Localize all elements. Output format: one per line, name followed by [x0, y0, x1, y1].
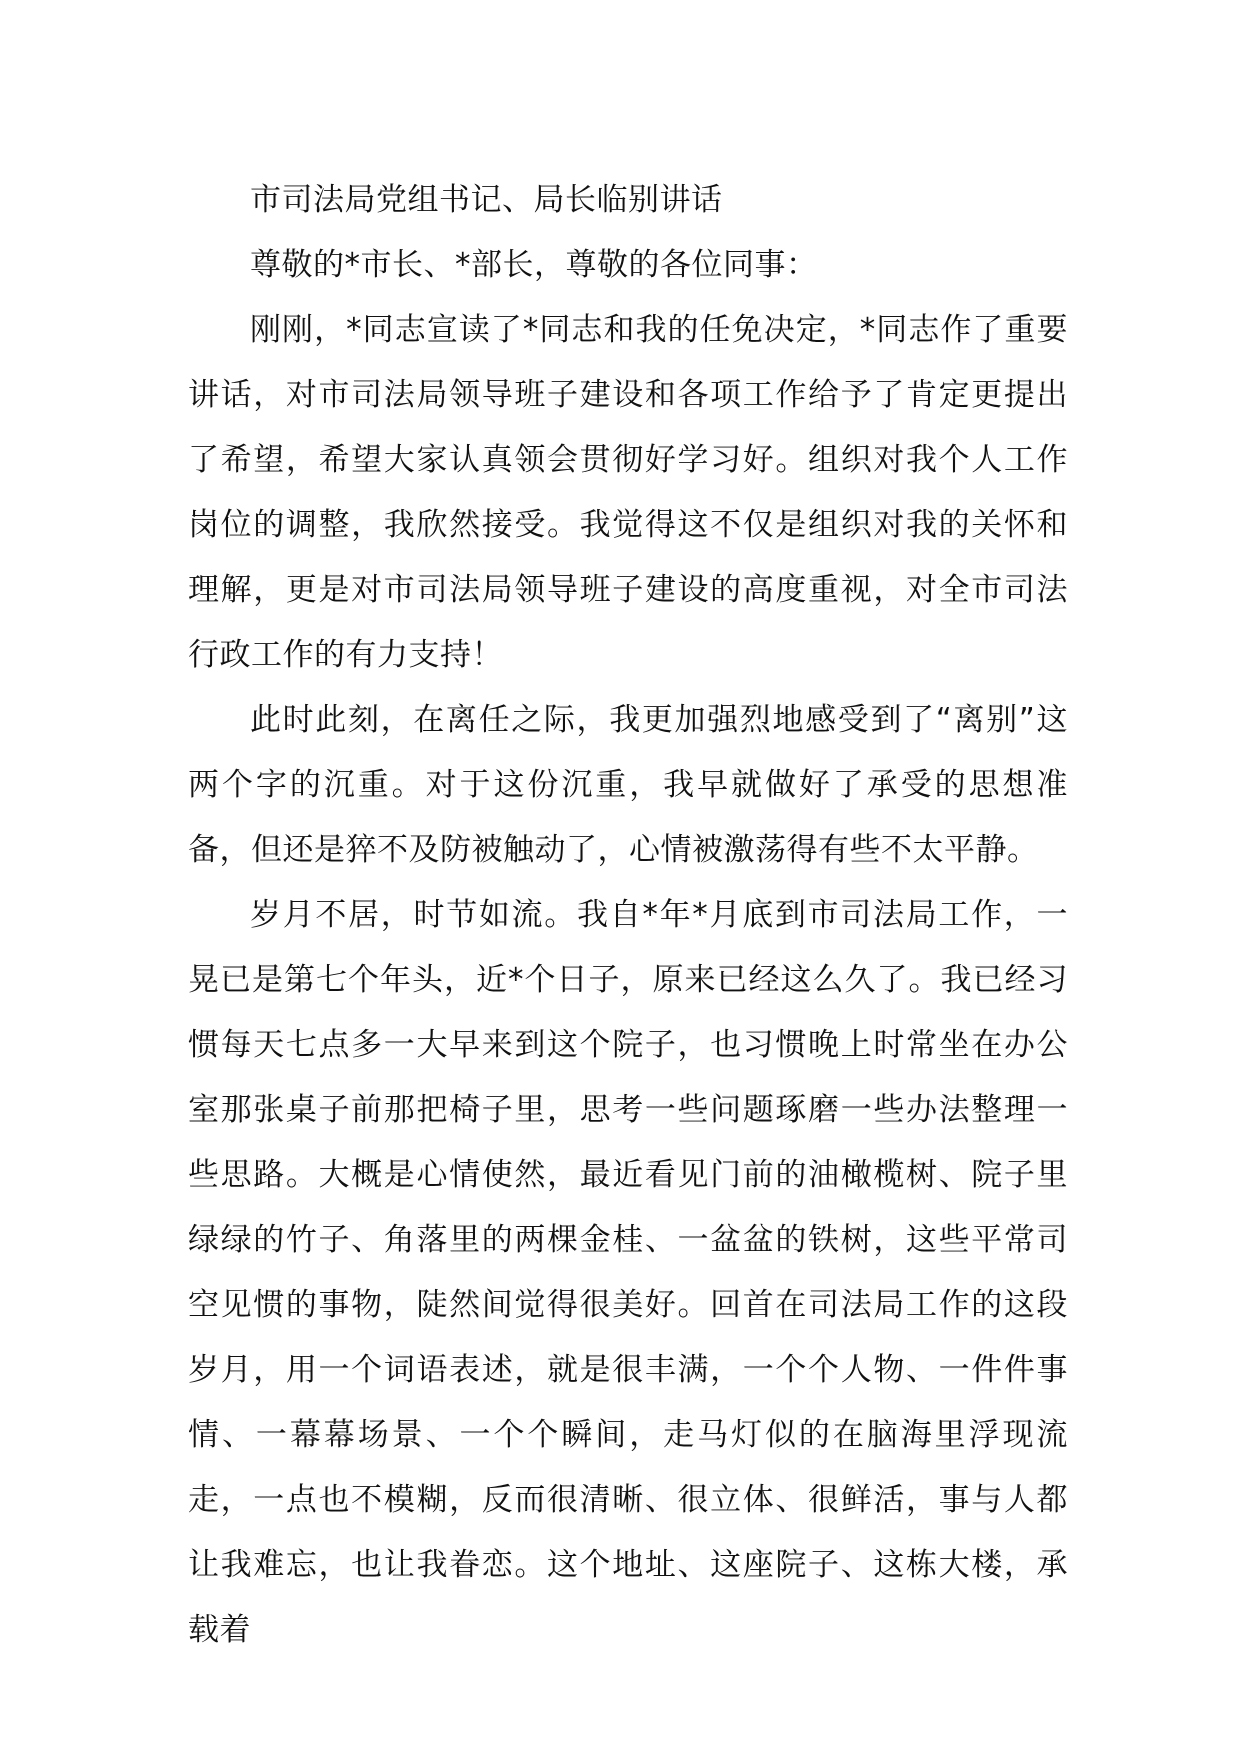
salutation: 尊敬的*市长、*部长，尊敬的各位同事：	[250, 247, 818, 283]
document-body	[188, 168, 1068, 1663]
document-title: 市司法局党组书记、局长临别讲话	[250, 182, 723, 218]
paragraph-2: 此时此刻，在离任之际，我更加强烈地感受到了“离别”这两个字的沉重。对于这份沉重，我早就做好了承受的思想准备，但还是猝不及防被触动了，心情被激荡得有些不太平静。	[188, 702, 1068, 868]
paragraph-3: 岁月不居，时节如流。我自*年*月底到市司法局工作，一晃已是第七个年头，近*个日子，原来已经这么久了。我已经习惯每天七点多一大早来到这个院子，也习惯晚上时常坐在办公室那张桌子前那把椅子里，思考一些问题琢磨一些办法整理一些思路。大概是心情使然，最近看见门前的油橄榄树、院子里绿绿的竹子、角落里的两棵金桂、一盆盆的铁树，这些平常司空见惯的事物，陡然间觉得很美好。回首在司法局工作的这段岁月，用一个词语表述，就是很丰满，一个个人物、一件件事情、一幕幕场景、一个个瞬间，走马灯似的在脑海里浮现流走，一点也不模糊，反而很清晰、很立体、很鲜活，事与人都让我难忘，也让我眷恋。这个地址、这座院子、这栋大楼，承载着	[188, 897, 1068, 1648]
paragraph-1: 刚刚，*同志宣读了*同志和我的任免决定，*同志作了重要讲话，对市司法局领导班子建设和各项工作给予了肯定更提出了希望，希望大家认真领会贯彻好学习好。组织对我个人工作岗位的调整，我欣然接受。我觉得这不仅是组织对我的关怀和理解，更是对市司法局领导班子建设的高度重视，对全市司法行政工作的有力支持！	[188, 312, 1068, 673]
